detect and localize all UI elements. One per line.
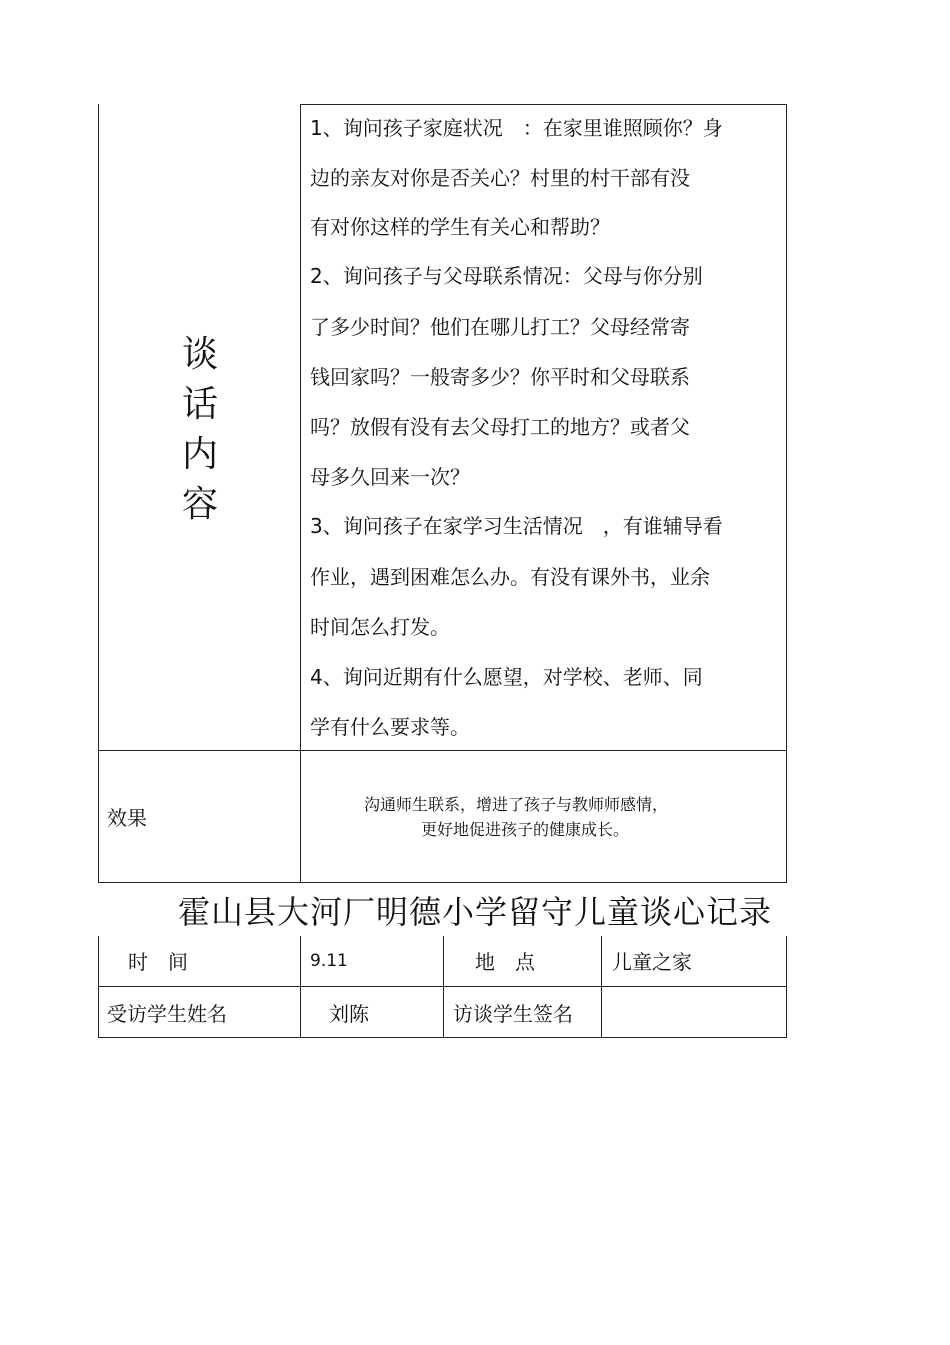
upper-table-top-border (300, 104, 787, 105)
lower-table-bottom-border (98, 1037, 787, 1038)
lower-table-right-border (786, 936, 787, 1038)
signature-label: 访谈学生签名 (453, 1002, 573, 1026)
content-line: 钱回家吗？一般寄多少？你平时和父母联系 (310, 365, 690, 389)
content-line: 吗？放假有没有去父母打工的地方？或者父 (310, 415, 690, 439)
place-value: 儿童之家 (612, 950, 692, 974)
content-line: 学有什么要求等。 (310, 715, 470, 739)
content-line: 3、询问孩子在家学习生活情况 ，有谁辅导看 (310, 514, 723, 538)
lower-table-row-divider (98, 986, 787, 987)
content-line: 有对你这样的学生有关心和帮助？ (310, 215, 610, 239)
lower-table-col-divider (300, 936, 301, 1038)
lower-table-left-border (98, 936, 99, 1038)
content-line: 2、询问孩子与父母联系情况：父母与你分别 (310, 264, 703, 288)
upper-table-right-border (786, 104, 787, 883)
student-name-value: 刘陈 (329, 1002, 369, 1026)
time-value: 9.11 (310, 951, 348, 971)
content-line: 4、询问近期有什么愿望，对学校、老师、同 (310, 665, 703, 689)
lower-table-col-divider (443, 936, 444, 1038)
content-line: 母多久回来一次？ (310, 465, 470, 489)
upper-table-divider (300, 104, 301, 883)
content-line: 了多少时间？他们在哪儿打工？父母经常寄 (310, 315, 690, 339)
content-label-char: 内 (181, 434, 218, 475)
page-title: 霍山县大河厂明德小学留守儿童谈心记录 (177, 893, 772, 931)
content-line: 1、询问孩子家庭状况 ：在家里谁照顾你？身 (310, 116, 723, 140)
upper-table-bottom-border (98, 882, 787, 883)
signature-value[interactable] (612, 1004, 782, 1028)
effect-line: 更好地促进孩子的健康成长。 (421, 820, 630, 839)
content-line: 边的亲友对你是否关心？村里的村干部有没 (310, 166, 690, 190)
lower-table-col-divider (601, 936, 602, 1038)
upper-table-left-border (98, 104, 99, 883)
effect-label: 效果 (107, 806, 147, 830)
effect-line: 沟通师生联系，增进了孩子与教师师感情， (364, 795, 669, 814)
content-line: 时间怎么打发。 (310, 615, 450, 639)
content-label-char: 容 (181, 484, 218, 525)
content-label-char: 谈 (181, 334, 218, 375)
time-label: 时 间 (128, 950, 188, 974)
place-label: 地 点 (475, 950, 535, 974)
student-name-label: 受访学生姓名 (107, 1002, 227, 1026)
content-label-char: 话 (181, 384, 218, 425)
upper-table-row-divider (98, 750, 787, 751)
content-line: 作业，遇到困难怎么办。有没有课外书，业余 (310, 565, 710, 589)
